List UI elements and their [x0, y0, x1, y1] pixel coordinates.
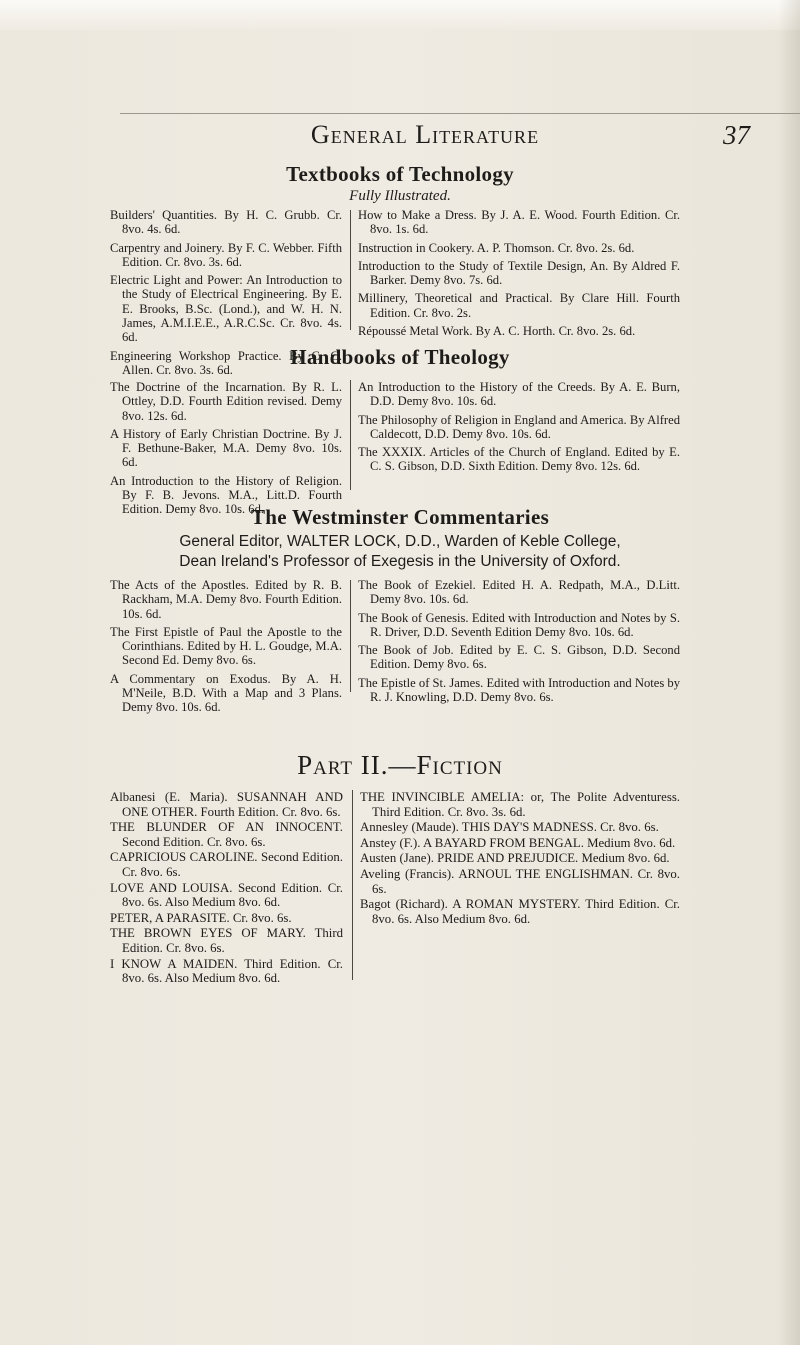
westminster-editor-line-2: Dean Ireland's Professor of Exegesis in the University of Oxford. [179, 553, 621, 570]
list-item: The Epistle of St. James. Edited with Introduction and Notes by R. J. Knowling, D.D. Demy 8vo. 6s. [358, 675, 680, 705]
running-head [190, 120, 750, 154]
column-divider [352, 790, 353, 980]
fiction-left-column [110, 790, 343, 987]
list-item: Austen (Jane). PRIDE AND PREJUDICE. Medium 8vo. 6d. [360, 851, 670, 866]
list-item: A Commentary on Exodus. By A. H. M'Neile, B.D. With a Map and 3 Plans. Demy 8vo. 10s. 6d. [110, 671, 342, 715]
list-item: An Introduction to the History of Religion. By F. B. Jevons. M.A., Litt.D. Fourth Edition. Demy 8vo. 10s. 6d. [110, 473, 342, 517]
list-item: Introduction to the Study of Textile Design, An. By Aldred F. Barker. Demy 8vo. 7s. 6d. [358, 258, 680, 288]
list-item: Aveling (Francis). ARNOUL THE ENGLISHMAN. Cr. 8vo. 6s. [360, 866, 680, 896]
list-item: Albanesi (E. Maria). SUSANNAH AND ONE OTHER. Fourth Edition. Cr. 8vo. 6s. [110, 790, 343, 819]
westminster-editor-line-1: General Editor, WALTER LOCK, D.D., Warden of Keble College, [179, 533, 621, 550]
list-item: Carpentry and Joinery. By F. C. Webber. Fifth Edition. Cr. 8vo. 3s. 6d. [110, 240, 342, 269]
list-item: The Book of Job. Edited by E. C. S. Gibson, D.D. Second Edition. Demy 8vo. 6s. [358, 643, 680, 672]
list-item: Annesley (Maude). THIS DAY'S MADNESS. Cr. 8vo. 6s. [360, 820, 659, 835]
list-item: How to Make a Dress. By J. A. E. Wood. Fourth Edition. Cr. 8vo. 1s. 6d. [358, 208, 680, 237]
page-number: 37 [723, 120, 750, 150]
page-top-edge [0, 0, 800, 30]
column-divider [350, 380, 351, 490]
list-item: LOVE AND LOUISA. Second Edition. Cr. 8vo. 6s. Also Medium 8vo. 6d. [110, 880, 343, 910]
fiction-heading: Part II.—Fiction [297, 750, 503, 780]
list-item: The Doctrine of the Incarnation. By R. L. Ottley, D.D. Fourth Edition revised. Demy 8vo. 12s. 6d. [110, 380, 342, 423]
list-item: The Philosophy of Religion in England and America. By Alfred Caldecott, D.D. Demy 8vo. 10s. 6d. [358, 412, 680, 441]
list-item: The Book of Genesis. Edited with Introduction and Notes by S. R. Driver, D.D. Seventh Edition Demy 8vo. 10s. 6d. [358, 610, 680, 639]
list-item: THE BLUNDER OF AN INNOCENT. Second Edition. Cr. 8vo. 6s. [110, 820, 343, 849]
technology-right-column [358, 208, 680, 342]
fiction-right-column [360, 790, 680, 927]
technology-subheading: Fully Illustrated. [349, 188, 451, 204]
list-item: Electric Light and Power: An Introduction to the Study of Electrical Engineering. By E. E. Brooks, B.Sc. (Lond.), and W. H. N. James, A.M.I.E.E., A.R.C.Sc. Cr. 8vo. 4s. 6d. [110, 273, 342, 345]
westminster-heading: The Westminster Commentaries [250, 505, 550, 529]
theology-heading: Handbooks of Theology [290, 345, 510, 369]
list-item: THE INVINCIBLE AMELIA: or, The Polite Adventuress. Third Edition. Cr. 8vo. 3s. 6d. [360, 790, 680, 819]
top-rule [120, 113, 800, 114]
list-item: A History of Early Christian Doctrine. By J. F. Bethune-Baker, M.A. Demy 8vo. 10s. 6d. [110, 426, 342, 470]
list-item: The First Epistle of Paul the Apostle to the Corinthians. Edited by H. L. Goudge, M.A. Second Ed. Demy 8vo. 6s. [110, 624, 342, 668]
list-item: An Introduction to the History of the Creeds. By A. E. Burn, D.D. Demy 8vo. 10s. 6d. [358, 380, 680, 409]
list-item: The Book of Ezekiel. Edited H. A. Redpath, M.A., D.Litt. Demy 8vo. 10s. 6d. [358, 578, 680, 607]
list-item: Instruction in Cookery. A. P. Thomson. Cr. 8vo. 2s. 6d. [358, 240, 635, 255]
running-head-title: General Literature [310, 120, 540, 149]
list-item: The XXXIX. Articles of the Church of England. Edited by E. C. S. Gibson, D.D. Sixth Edition. Demy 8vo. 12s. 6d. [358, 445, 680, 474]
column-divider [350, 210, 351, 330]
theology-left-column [110, 380, 342, 521]
westminster-right-column [358, 578, 680, 708]
list-item: Builders' Quantities. By H. C. Grubb. Cr. 8vo. 4s. 6d. [110, 208, 342, 237]
list-item: Bagot (Richard). A ROMAN MYSTERY. Third Edition. Cr. 8vo. 6s. Also Medium 8vo. 6d. [360, 897, 680, 926]
list-item: Répoussé Metal Work. By A. C. Horth. Cr. 8vo. 2s. 6d. [358, 324, 636, 339]
list-item: Engineering Workshop Practice. By C. C. Allen. Cr. 8vo. 3s. 6d. [110, 348, 342, 377]
list-item: CAPRICIOUS CAROLINE. Second Edition. Cr. 8vo. 6s. [110, 850, 343, 879]
westminster-left-column [110, 578, 342, 719]
list-item: PETER, A PARASITE. Cr. 8vo. 6s. [110, 910, 292, 925]
technology-heading: Textbooks of Technology [286, 162, 514, 186]
list-item: The Acts of the Apostles. Edited by R. B. Rackham, M.A. Demy 8vo. Fourth Edition. 10s. 6d. [110, 578, 342, 621]
list-item: Millinery, Theoretical and Practical. By Clare Hill. Fourth Edition. Cr. 8vo. 2s. [358, 291, 680, 320]
theology-right-column [358, 380, 680, 478]
column-divider [350, 580, 351, 692]
list-item: THE BROWN EYES OF MARY. Third Edition. Cr. 8vo. 6s. [110, 926, 343, 955]
list-item: Anstey (F.). A BAYARD FROM BENGAL. Medium 8vo. 6d. [360, 835, 676, 850]
list-item: I KNOW A MAIDEN. Third Edition. Cr. 8vo. 6s. Also Medium 8vo. 6d. [110, 956, 343, 986]
